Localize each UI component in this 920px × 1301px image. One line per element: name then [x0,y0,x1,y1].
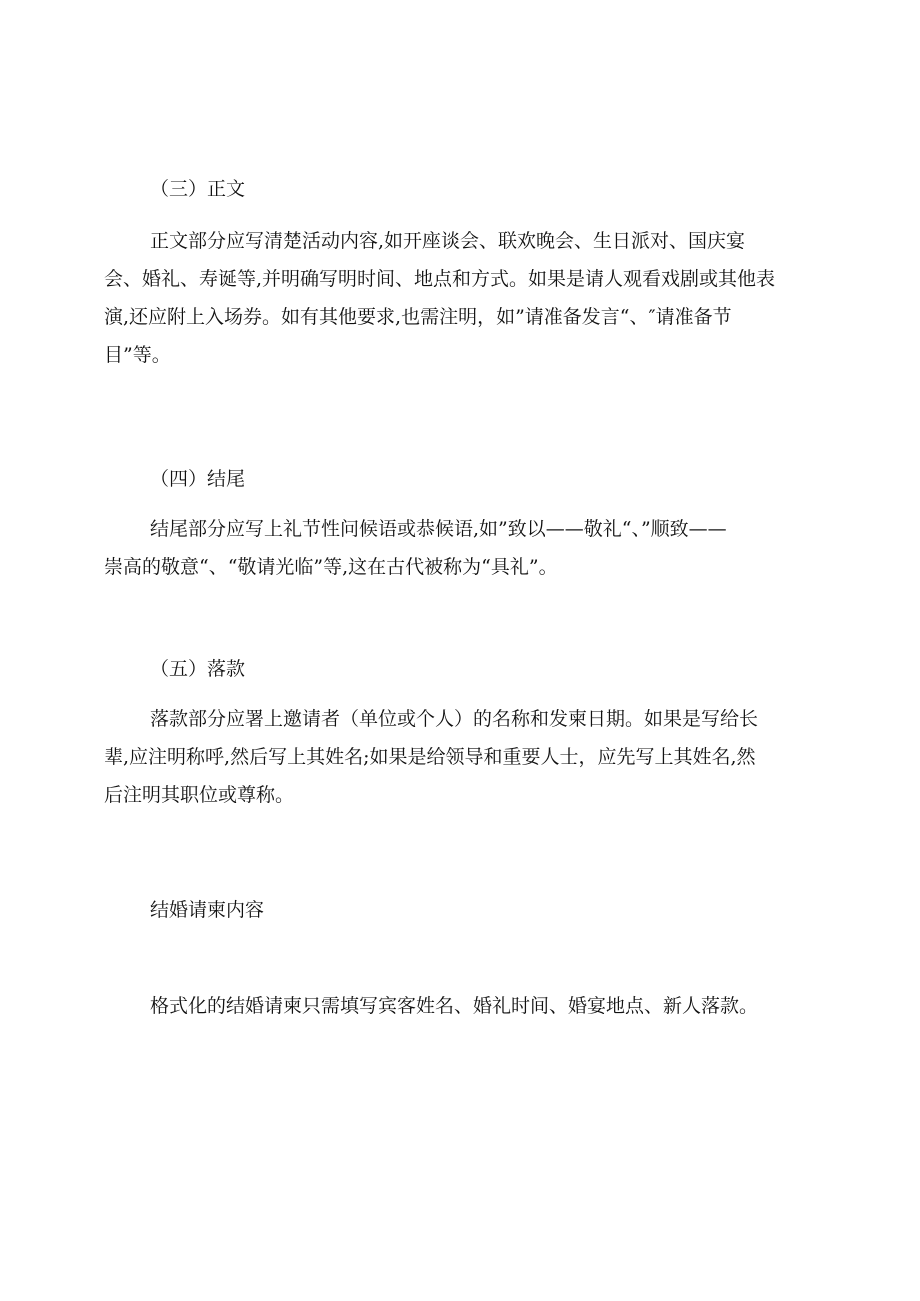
paragraph-line: 演,还应附上入场券。如有其他要求,也需注明，如”请准备发言“、″请准备节 [104,306,732,328]
paragraph-line: 目”等。 [104,344,171,366]
wedding-invitation-subtitle: 结婚请柬内容 [150,899,265,921]
section-paragraph-body [104,222,804,374]
paragraph-line: 崇高的敬意“、“敬请光临”等,这在古代被称为“具礼”。 [104,556,558,578]
paragraph-line: 会、婚礼、寿诞等,并明确写明时间、地点和方式。如果是请人观看戏剧或其他表 [104,268,776,290]
paragraph-line: 结尾部分应写上礼节性问候语或恭候语,如”致以——敬礼“、”顺致—— [150,518,727,540]
paragraph-line: 落款部分应署上邀请者（单位或个人）的名称和发柬日期。如果是写给长 [150,708,759,730]
section-paragraph-ending [104,510,804,586]
section-heading-signature: （五）落款 [150,658,246,680]
section-paragraph-signature [104,700,804,814]
section-heading-ending: （四）结尾 [150,468,246,490]
paragraph-line: 后注明其职位或尊称。 [104,784,295,806]
section-heading-body: （三）正文 [150,178,246,200]
paragraph-line: 辈,应注明称呼,然后写上其姓名;如果是给领导和重要人士，应先写上其姓名,然 [104,746,756,768]
closing-paragraph: 格式化的结婚请柬只需填写宾客姓名、婚礼时间、婚宴地点、新人落款。 [150,995,759,1017]
paragraph-line: 正文部分应写清楚活动内容,如开座谈会、联欢晚会、生日派对、国庆宴 [150,230,746,252]
